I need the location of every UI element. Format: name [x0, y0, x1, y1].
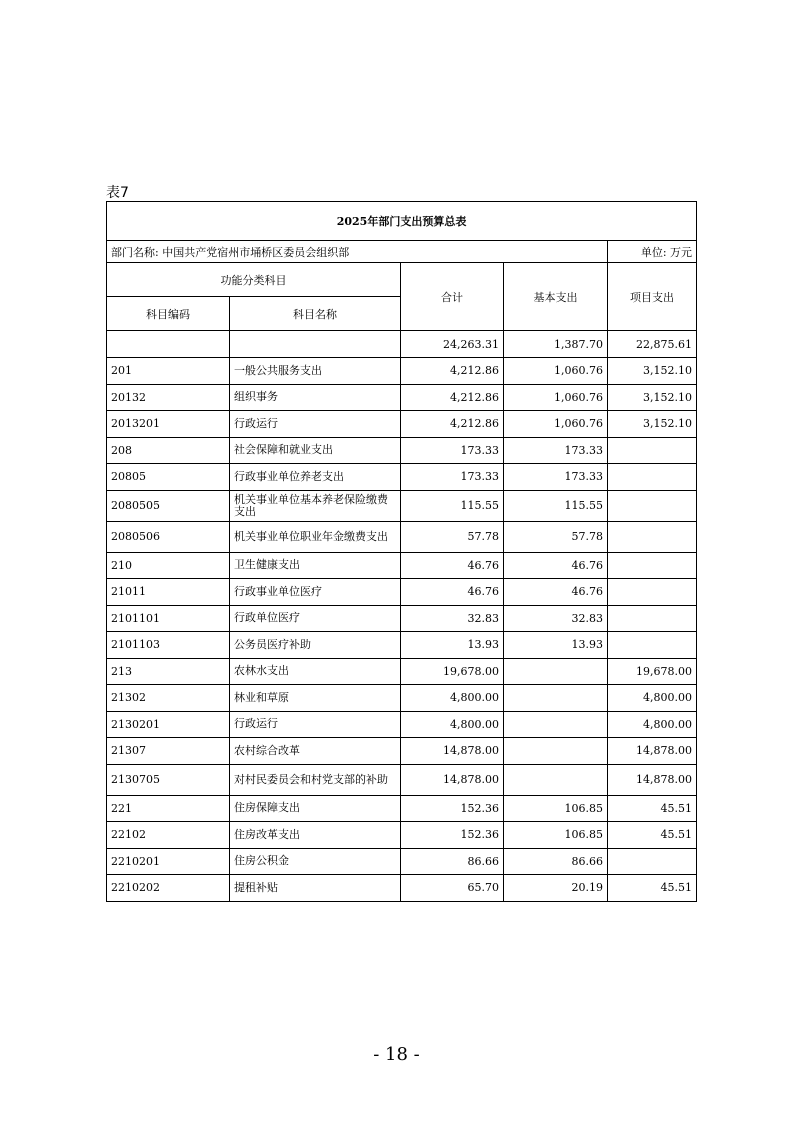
row-project: 3,152.10 [608, 358, 697, 385]
table-row [107, 795, 697, 822]
header-basic: 基本支出 [504, 263, 608, 331]
row-code: 2101103 [107, 632, 230, 659]
row-name: 农村综合改革 [230, 738, 401, 765]
summary-basic: 1,387.70 [504, 331, 608, 358]
table-row [107, 605, 697, 632]
row-project [608, 605, 697, 632]
row-project [608, 848, 697, 875]
row-name: 行政事业单位医疗 [230, 579, 401, 606]
row-basic [504, 658, 608, 685]
table-row [107, 411, 697, 438]
table-row [107, 658, 697, 685]
row-code: 208 [107, 437, 230, 464]
row-total: 86.66 [401, 848, 504, 875]
row-name: 提租补贴 [230, 875, 401, 902]
row-total: 152.36 [401, 822, 504, 849]
row-project: 4,800.00 [608, 711, 697, 738]
row-total: 57.78 [401, 521, 504, 552]
row-basic: 13.93 [504, 632, 608, 659]
row-total: 32.83 [401, 605, 504, 632]
row-basic: 46.76 [504, 579, 608, 606]
row-total: 65.70 [401, 875, 504, 902]
row-project: 3,152.10 [608, 411, 697, 438]
table-row [107, 358, 697, 385]
table-label: 表7 [106, 185, 129, 201]
row-code: 2080505 [107, 490, 230, 521]
row-name: 社会保障和就业支出 [230, 437, 401, 464]
row-project [608, 437, 697, 464]
summary-name [230, 331, 401, 358]
table-row [107, 822, 697, 849]
row-total: 173.33 [401, 464, 504, 491]
row-basic: 173.33 [504, 464, 608, 491]
row-name: 住房保障支出 [230, 795, 401, 822]
row-project [608, 552, 697, 579]
row-name: 行政事业单位养老支出 [230, 464, 401, 491]
row-name: 卫生健康支出 [230, 552, 401, 579]
row-project [608, 579, 697, 606]
row-basic: 46.76 [504, 552, 608, 579]
summary-code [107, 331, 230, 358]
row-name: 机关事业单位基本养老保险缴费支出 [230, 490, 401, 521]
row-project: 3,152.10 [608, 384, 697, 411]
summary-row [107, 331, 697, 358]
row-total: 46.76 [401, 552, 504, 579]
table-row [107, 490, 697, 521]
row-total: 152.36 [401, 795, 504, 822]
row-total: 46.76 [401, 579, 504, 606]
row-total: 4,212.86 [401, 411, 504, 438]
table-row [107, 552, 697, 579]
table-row [107, 579, 697, 606]
row-project [608, 464, 697, 491]
row-project: 4,800.00 [608, 685, 697, 712]
row-project: 45.51 [608, 795, 697, 822]
row-code: 21011 [107, 579, 230, 606]
row-name: 对村民委员会和村党支部的补助 [230, 764, 401, 795]
table-row [107, 437, 697, 464]
row-code: 213 [107, 658, 230, 685]
table-row [107, 464, 697, 491]
header-code: 科目编码 [107, 297, 230, 331]
table-title: 2025年部门支出预算总表 [107, 202, 697, 241]
row-project: 14,878.00 [608, 738, 697, 765]
row-project: 19,678.00 [608, 658, 697, 685]
row-code: 2210201 [107, 848, 230, 875]
row-basic: 173.33 [504, 437, 608, 464]
row-basic: 1,060.76 [504, 384, 608, 411]
row-code: 22102 [107, 822, 230, 849]
row-code: 21307 [107, 738, 230, 765]
row-code: 201 [107, 358, 230, 385]
row-code: 20132 [107, 384, 230, 411]
row-project [608, 521, 697, 552]
row-code: 21302 [107, 685, 230, 712]
row-total: 4,800.00 [401, 711, 504, 738]
row-project: 45.51 [608, 822, 697, 849]
row-project [608, 490, 697, 521]
budget-table [106, 201, 697, 902]
page-number: - 18 - [373, 1044, 420, 1065]
row-total: 4,800.00 [401, 685, 504, 712]
header-project: 项目支出 [608, 263, 697, 331]
row-basic: 1,060.76 [504, 358, 608, 385]
table-row [107, 848, 697, 875]
row-name: 机关事业单位职业年金缴费支出 [230, 521, 401, 552]
row-name: 行政单位医疗 [230, 605, 401, 632]
table-row [107, 384, 697, 411]
row-name: 行政运行 [230, 711, 401, 738]
row-basic: 106.85 [504, 822, 608, 849]
row-name: 公务员医疗补助 [230, 632, 401, 659]
row-code: 2210202 [107, 875, 230, 902]
row-total: 14,878.00 [401, 738, 504, 765]
row-name: 组织事务 [230, 384, 401, 411]
row-project: 45.51 [608, 875, 697, 902]
header-functional-category: 功能分类科目 [107, 263, 401, 297]
row-basic [504, 764, 608, 795]
unit-label: 单位: 万元 [608, 241, 697, 263]
row-name: 住房公积金 [230, 848, 401, 875]
row-basic: 115.55 [504, 490, 608, 521]
row-name: 行政运行 [230, 411, 401, 438]
row-code: 2130201 [107, 711, 230, 738]
summary-project: 22,875.61 [608, 331, 697, 358]
row-code: 2013201 [107, 411, 230, 438]
header-name: 科目名称 [230, 297, 401, 331]
row-name: 住房改革支出 [230, 822, 401, 849]
row-basic [504, 738, 608, 765]
row-basic [504, 685, 608, 712]
row-code: 20805 [107, 464, 230, 491]
row-total: 4,212.86 [401, 384, 504, 411]
row-total: 13.93 [401, 632, 504, 659]
table-row [107, 764, 697, 795]
row-total: 115.55 [401, 490, 504, 521]
row-name: 农林水支出 [230, 658, 401, 685]
row-total: 19,678.00 [401, 658, 504, 685]
row-project: 14,878.00 [608, 764, 697, 795]
row-project [608, 632, 697, 659]
row-name: 林业和草原 [230, 685, 401, 712]
row-code: 210 [107, 552, 230, 579]
table-row [107, 738, 697, 765]
table-row [107, 685, 697, 712]
row-total: 14,878.00 [401, 764, 504, 795]
row-code: 221 [107, 795, 230, 822]
row-code: 2101101 [107, 605, 230, 632]
row-basic: 1,060.76 [504, 411, 608, 438]
table-row [107, 632, 697, 659]
row-basic [504, 711, 608, 738]
row-name: 一般公共服务支出 [230, 358, 401, 385]
row-basic: 57.78 [504, 521, 608, 552]
row-total: 4,212.86 [401, 358, 504, 385]
table-row [107, 521, 697, 552]
row-basic: 32.83 [504, 605, 608, 632]
row-basic: 20.19 [504, 875, 608, 902]
table-row [107, 875, 697, 902]
table-row [107, 711, 697, 738]
row-code: 2130705 [107, 764, 230, 795]
row-basic: 86.66 [504, 848, 608, 875]
row-total: 173.33 [401, 437, 504, 464]
summary-total: 24,263.31 [401, 331, 504, 358]
department-name: 部门名称: 中国共产党宿州市埇桥区委员会组织部 [107, 241, 608, 263]
row-basic: 106.85 [504, 795, 608, 822]
row-code: 2080506 [107, 521, 230, 552]
header-total: 合计 [401, 263, 504, 331]
